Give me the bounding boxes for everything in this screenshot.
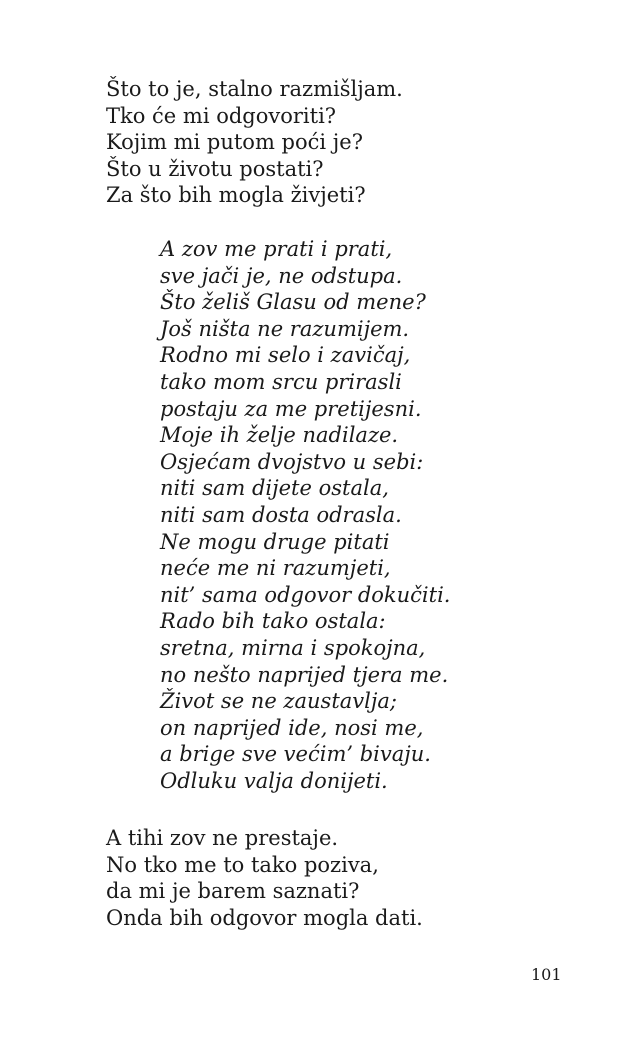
poem-line: Onda bih odgovor mogla dati. [106, 905, 423, 930]
poem-line: Što u životu postati? [106, 156, 324, 181]
poem-line: postaju za me pretijesni. [160, 396, 422, 421]
poem-line: Što želiš Glasu od mene? [160, 290, 426, 315]
poem-line: Kojim mi putom poći je? [106, 130, 363, 155]
poem-line: Za što bih mogla živjeti? [106, 183, 366, 208]
poem-line: niti sam dosta odrasla. [160, 502, 402, 527]
poem-line: Rodno mi selo i zavičaj, [160, 343, 411, 368]
poem-line: Što to je, stalno razmišljam. [106, 77, 403, 101]
poem-line: Život se ne zaustavlja; [160, 689, 397, 714]
poem-line: sretna, mirna i spokojna, [160, 635, 426, 660]
stanza-2-italic [160, 236, 450, 794]
poem-line: sve jači je, ne odstupa. [160, 263, 403, 288]
poem-line: a brige sve većim’ bivaju. [160, 742, 431, 767]
poem-line: da mi je barem saznati? [106, 879, 360, 904]
poem-line: no nešto naprijed tjera me. [160, 662, 449, 687]
poem-line: tako mom srcu prirasli [160, 369, 402, 394]
poem-line: Osjećam dvojstvo u sebi: [160, 449, 424, 474]
poem-line: Moje ih želje nadilaze. [160, 423, 399, 448]
poem-line: No tko me to tako poziva, [106, 852, 379, 877]
poem-line: Odluku valja donijeti. [160, 768, 388, 793]
poem-line: neće me ni razumjeti, [160, 556, 391, 581]
poem-line: Rado bih tako ostala: [160, 609, 386, 634]
page-number: 101 [531, 965, 562, 984]
stanza-1 [106, 76, 403, 209]
poem-line: Ne mogu druge pitati [160, 529, 390, 554]
poem-line: A tihi zov ne prestaje. [106, 826, 339, 850]
poem-line: nit’ sama odgovor dokučiti. [160, 582, 451, 607]
stanza-3 [106, 825, 423, 931]
poem-line: Još ništa ne razumijem. [160, 316, 410, 341]
poem-line: Tko će mi odgovoriti? [106, 103, 337, 128]
poem-line: niti sam dijete ostala, [160, 476, 389, 501]
poem-line: A zov me prati i prati, [160, 237, 393, 261]
poem-line: on naprijed ide, nosi me, [160, 715, 424, 740]
